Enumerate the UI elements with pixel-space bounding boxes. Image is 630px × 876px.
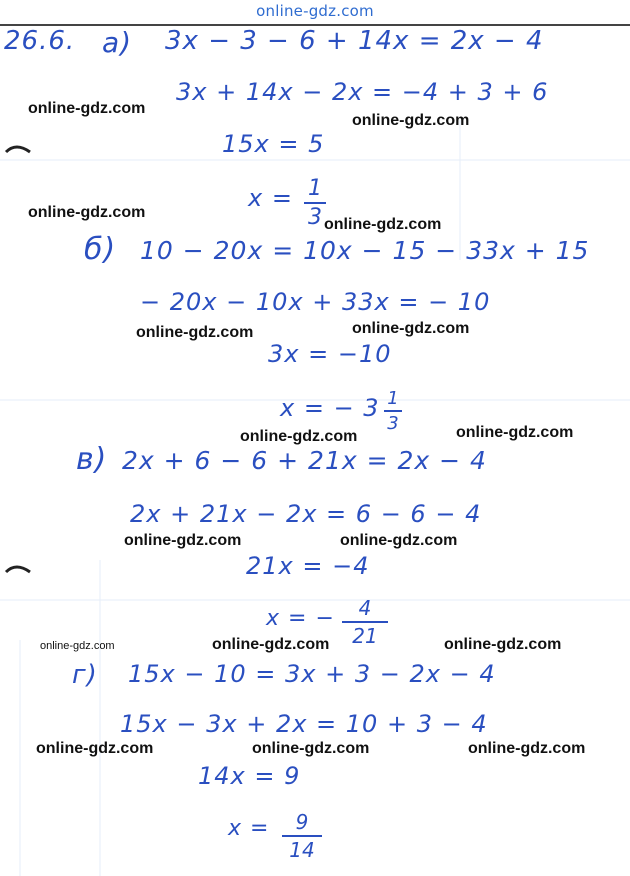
part-c-fraction-bar [342, 621, 388, 623]
watermark: online-gdz.com [456, 424, 574, 441]
part-b-denominator: 3 [387, 413, 399, 434]
problem-number: 26.6. [4, 26, 76, 56]
watermark: online-gdz.com [40, 640, 115, 652]
part-a-line-2: 3x + 14x − 2x = −4 + 3 + 6 [176, 78, 549, 106]
watermark: online-gdz.com [324, 216, 442, 233]
part-d-answer-lhs: x = [228, 816, 270, 841]
watermark: online-gdz.com [124, 532, 242, 549]
part-b-label: б) [84, 232, 117, 267]
part-b-numerator: 1 [387, 388, 399, 409]
part-d-fraction-bar [282, 835, 322, 837]
watermark: online-gdz.com [352, 320, 470, 337]
part-b-line-3: 3x = −10 [268, 340, 392, 368]
part-c-line-2: 2x + 21x − 2x = 6 − 6 − 4 [130, 500, 482, 528]
part-d-line-1: 15x − 10 = 3x + 3 − 2x − 4 [128, 660, 496, 688]
margin-mark [4, 562, 32, 576]
margin-mark [4, 142, 32, 156]
part-c-line-1: 2x + 6 − 6 + 21x = 2x − 4 [122, 446, 487, 475]
part-b-line-1: 10 − 20x = 10x − 15 − 33x + 15 [140, 236, 590, 265]
watermark: online-gdz.com [28, 100, 146, 117]
part-b-line-2: − 20x − 10x + 33x = − 10 [140, 288, 491, 316]
part-a-fraction-bar [304, 202, 326, 204]
watermark: online-gdz.com [444, 636, 562, 653]
watermark: online-gdz.com [28, 204, 146, 221]
header-watermark: online-gdz.com [256, 2, 374, 20]
part-d-line-3: 14x = 9 [198, 762, 301, 790]
part-d-line-2: 15x − 3x + 2x = 10 + 3 − 4 [120, 710, 488, 738]
part-b-answer-fraction [384, 388, 402, 434]
part-a-answer-lhs: x = [248, 184, 293, 212]
watermark: online-gdz.com [468, 740, 586, 757]
part-b-answer-lhs: x = − 3 [280, 394, 380, 422]
part-c-answer-lhs: x = − [266, 606, 335, 631]
part-c-denominator: 21 [352, 624, 378, 648]
watermark: online-gdz.com [36, 740, 154, 757]
part-b-fraction-bar [384, 410, 402, 412]
watermark: online-gdz.com [136, 324, 254, 341]
part-a-numerator: 1 [308, 176, 322, 201]
part-a-line-1: 3x − 3 − 6 + 14x = 2x − 4 [165, 26, 544, 56]
part-a-line-3: 15x = 5 [222, 130, 325, 158]
part-d-denominator: 14 [289, 838, 315, 862]
watermark: online-gdz.com [252, 740, 370, 757]
watermark: online-gdz.com [340, 532, 458, 549]
watermark: online-gdz.com [352, 112, 470, 129]
part-a-answer-fraction [304, 176, 326, 230]
part-d-answer-fraction [282, 810, 322, 862]
part-c-answer-fraction [342, 596, 388, 648]
part-c-label: в) [76, 442, 108, 477]
part-a-label: а) [102, 26, 133, 59]
part-d-numerator: 9 [295, 810, 309, 834]
part-c-numerator: 4 [358, 596, 372, 620]
part-a-denominator: 3 [308, 205, 322, 230]
part-d-label: г) [72, 660, 98, 690]
part-c-line-3: 21x = −4 [246, 552, 370, 580]
watermark: online-gdz.com [240, 428, 358, 445]
watermark: online-gdz.com [212, 636, 330, 653]
